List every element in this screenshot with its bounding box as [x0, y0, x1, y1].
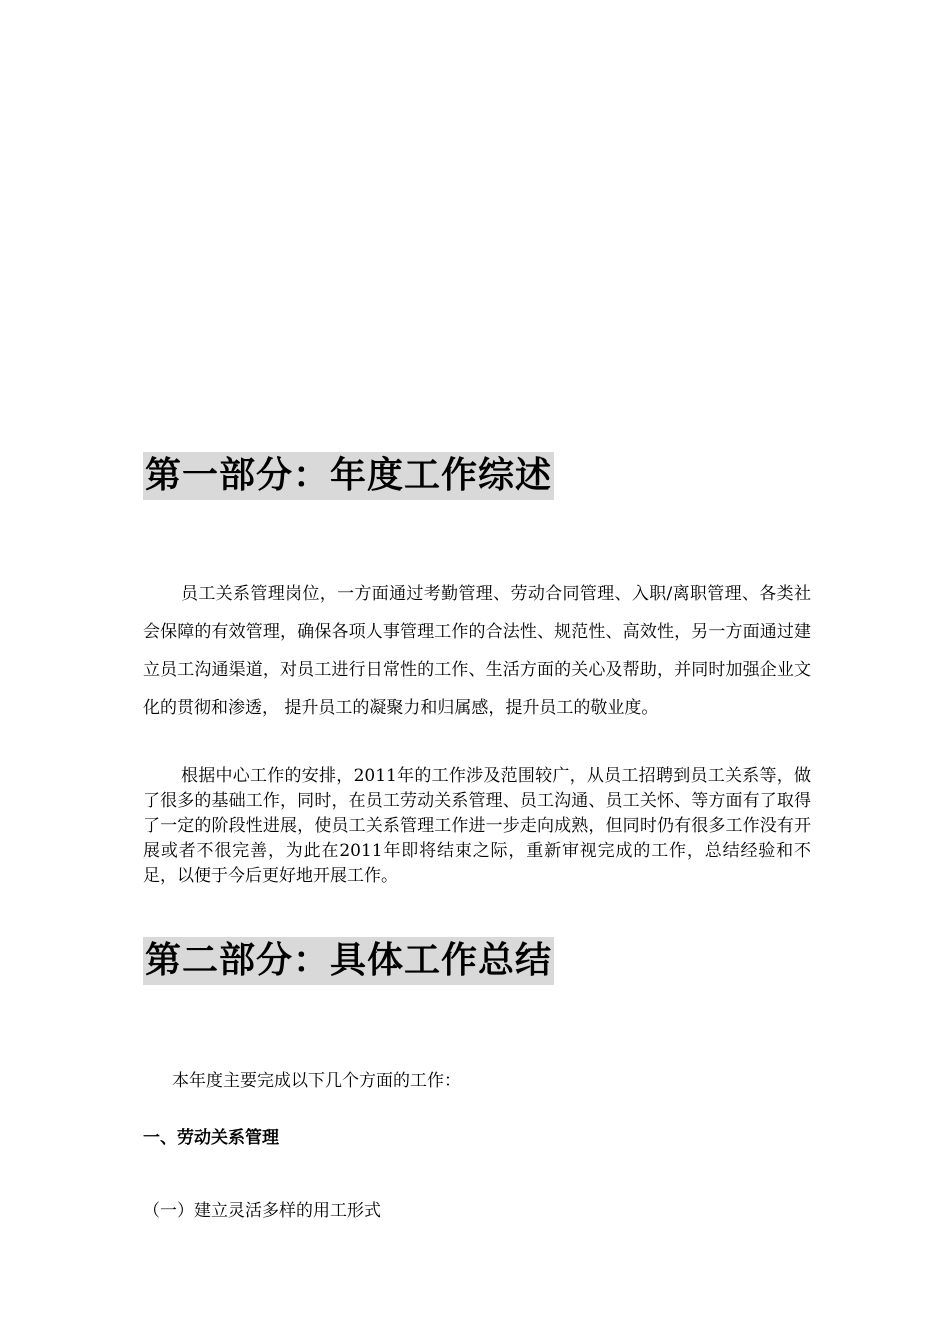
subsection-1-title: （一）建立灵活多样的用工形式	[143, 1201, 381, 1221]
part1-paragraph-2: 根据中心工作的安排，2011年的工作涉及范围较广，从员工招聘到员工关系等，做了很多的基础工作，同时，在员工劳动关系管理、员工沟通、员工关怀、等方面有了取得了一定的阶段性进展，使员工关系管理工作进一步走向成熟，但同时仍有很多工作没有开展或者不很完善，为此在2011年即将结束之际，重新审视完成的工作，总结经验和不足，以便于今后更好地开展工作。	[143, 766, 811, 886]
part1-heading: 第一部分：年度工作综述	[143, 452, 554, 500]
part2-heading: 第二部分：具体工作总结	[143, 937, 554, 985]
part2-intro: 本年度主要完成以下几个方面的工作：	[172, 1071, 461, 1091]
part1-paragraph-1: 员工关系管理岗位，一方面通过考勤管理、劳动合同管理、入职/离职管理、各类社会保障的有效管理，确保各项人事管理工作的合法性、规范性、高效性，另一方面通过建立员工沟通渠道，对员工进行日常性的工作、生活方面的关心及帮助，并同时加强企业文化的贯彻和渗透， 提升员工的凝聚力和归属感，提升员工的敬业度。	[143, 584, 811, 718]
section-1-title: 一、劳动关系管理	[143, 1128, 279, 1148]
